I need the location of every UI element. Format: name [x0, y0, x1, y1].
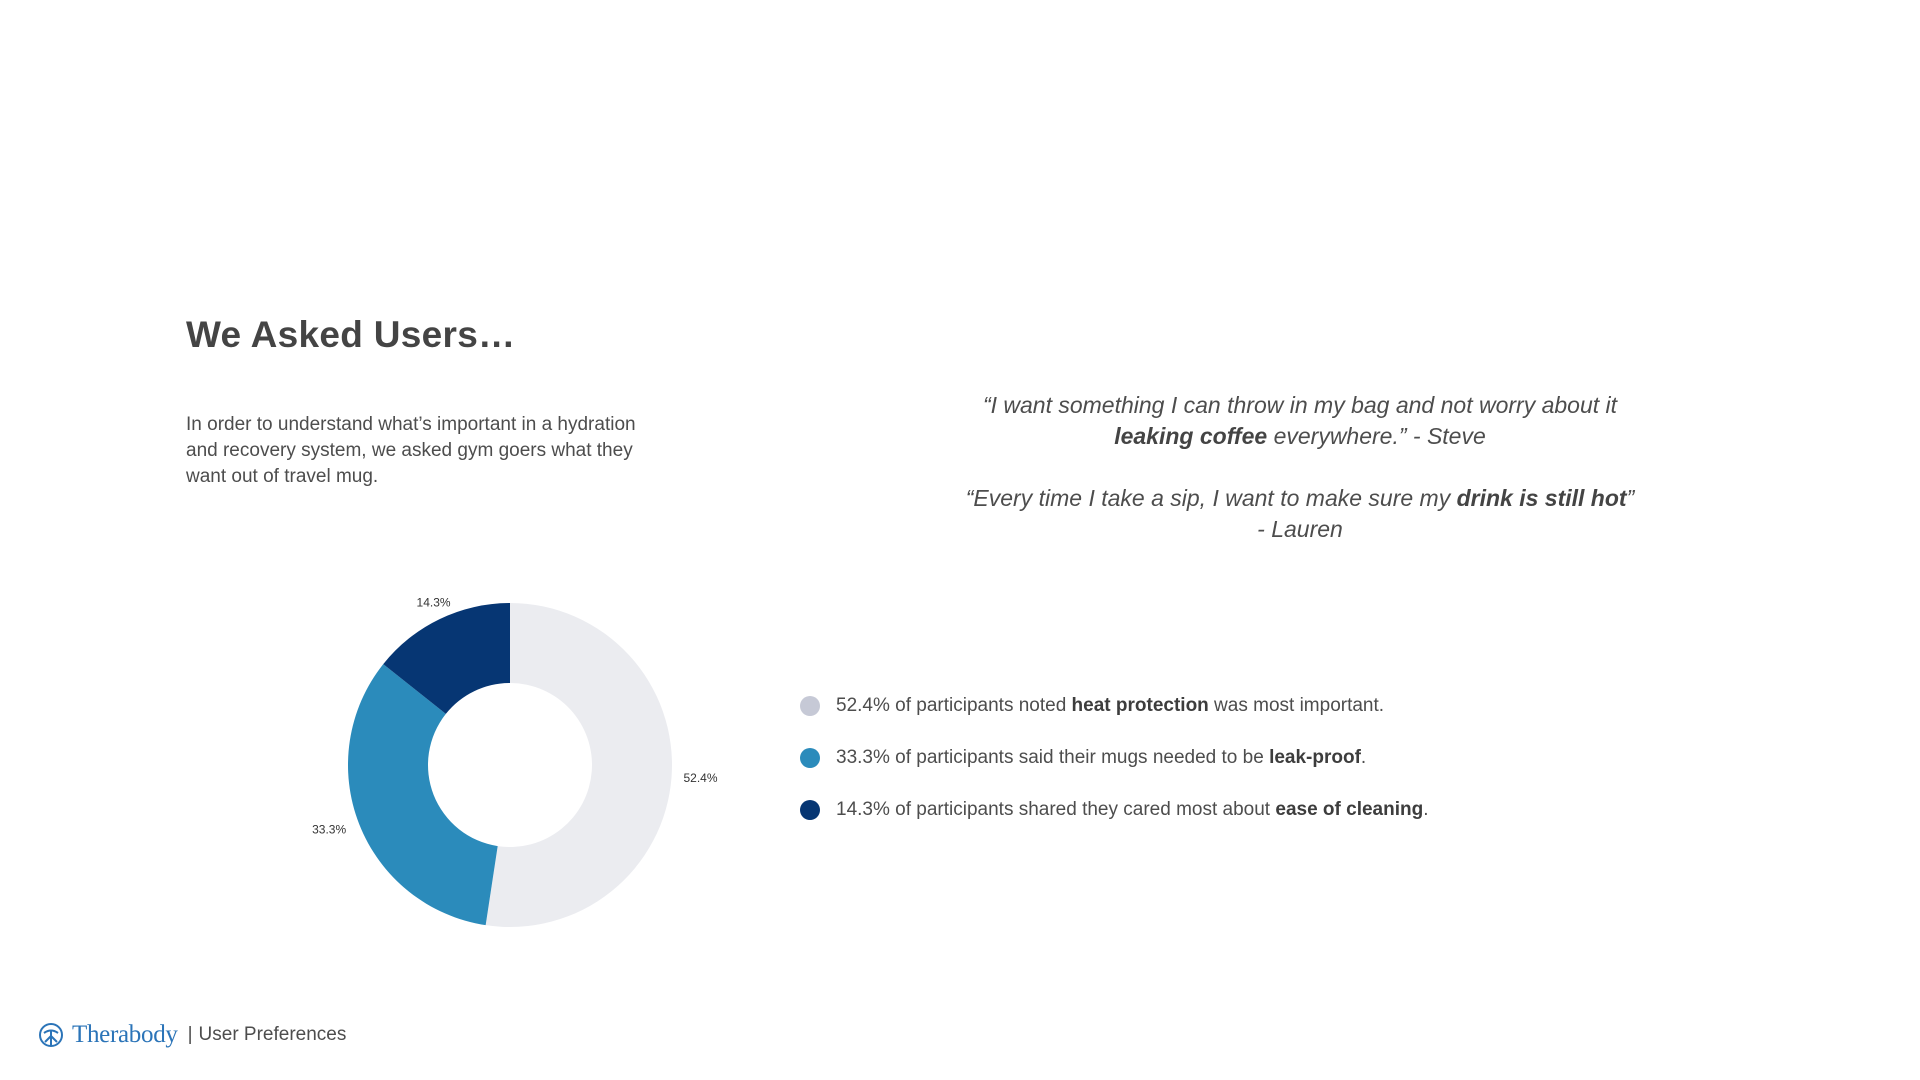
footer-separator: | [187, 1024, 193, 1045]
footer [38, 1018, 346, 1052]
quote-attribution: everywhere.” - Steve [1267, 423, 1486, 449]
quote-lauren [960, 483, 1640, 545]
legend-item-heat-protection [800, 693, 1620, 719]
chart-legend [800, 693, 1620, 849]
legend-text [836, 747, 1366, 769]
legend-text-bold: heat protection [1071, 695, 1209, 716]
quote-emphasis: drink is still hot [1456, 485, 1627, 511]
quote-text: “Every time I take a sip, I want to make sure my [965, 485, 1457, 511]
legend-text-post: . [1423, 799, 1429, 820]
legend-text [836, 695, 1384, 717]
quote-attribution: ” - Lauren [1257, 485, 1635, 542]
donut-slice-label: 52.4% [683, 771, 718, 786]
legend-text-pre: 14.3% of participants shared they cared most about [836, 799, 1276, 820]
quote-steve [960, 390, 1640, 452]
quotes-block [960, 390, 1640, 576]
legend-text-post: . [1360, 747, 1367, 768]
donut-chart [300, 580, 760, 960]
donut-chart-svg [300, 580, 760, 960]
intro-paragraph: In order to understand what’s important in a hydration and recovery system, we asked gym goers what they want out of travel mug. [186, 414, 636, 487]
legend-text-bold: ease of cleaning [1275, 799, 1424, 820]
legend-dot [800, 696, 820, 716]
therabody-logo-icon [38, 1022, 64, 1048]
legend-text-pre: 33.3% of participants said their mugs needed to be [836, 747, 1270, 768]
legend-item-ease-of-cleaning [800, 797, 1620, 823]
donut-slice-label: 14.3% [416, 595, 451, 610]
slide-title: We Asked Users… [186, 314, 516, 355]
legend-item-leak-proof [800, 745, 1620, 771]
legend-dot [800, 800, 820, 820]
donut-slice [486, 603, 672, 927]
donut-slice [348, 664, 498, 925]
brand-name: Therabody [72, 1021, 178, 1048]
donut-slice-label: 33.3% [312, 822, 347, 837]
legend-text-pre: 52.4% of participants noted [836, 695, 1072, 716]
footer-section-label: User Preferences [198, 1024, 347, 1045]
legend-text [836, 799, 1429, 821]
legend-text-bold: leak-proof [1269, 747, 1361, 768]
legend-dot [800, 748, 820, 768]
legend-text-post: was most important. [1208, 695, 1385, 716]
quote-text: “I want something I can throw in my bag and not worry about it [982, 392, 1618, 418]
quote-emphasis: leaking coffee [1114, 423, 1268, 449]
